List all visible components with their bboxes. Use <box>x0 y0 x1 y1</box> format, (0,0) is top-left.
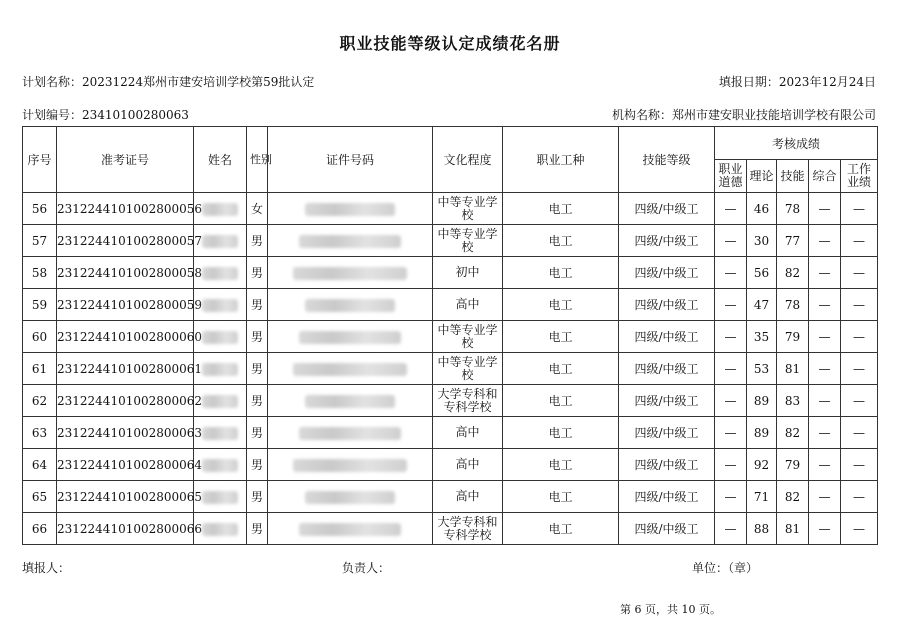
overall-cell: — <box>809 417 841 449</box>
exam-no-cell: 2312244101002800056 <box>57 193 194 225</box>
overall-cell: — <box>809 289 841 321</box>
redaction-blur <box>202 267 238 280</box>
theory-cell: 35 <box>747 321 777 353</box>
id-cell-redacted <box>268 225 433 257</box>
job-cell: 电工 <box>503 321 619 353</box>
performance-cell: — <box>841 481 878 513</box>
gender-cell: 男 <box>247 257 268 289</box>
education-cell: 中等专业学校 <box>433 353 503 385</box>
table-row <box>23 321 878 353</box>
header-exam-no: 准考证号 <box>57 127 194 193</box>
redaction-blur <box>299 331 401 344</box>
performance-cell: — <box>841 353 878 385</box>
job-cell: 电工 <box>503 193 619 225</box>
skill-cell: 82 <box>777 257 809 289</box>
performance-cell: — <box>841 513 878 545</box>
job-cell: 电工 <box>503 417 619 449</box>
gender-cell: 男 <box>247 321 268 353</box>
table-row <box>23 193 878 225</box>
performance-cell: — <box>841 225 878 257</box>
theory-cell: 88 <box>747 513 777 545</box>
redaction-blur <box>202 523 238 536</box>
table-row <box>23 449 878 481</box>
performance-cell: — <box>841 417 878 449</box>
redaction-blur <box>305 203 395 216</box>
id-cell-redacted <box>268 481 433 513</box>
performance-cell: — <box>841 385 878 417</box>
header-gender: 性别 <box>247 127 268 193</box>
ethics-cell: — <box>715 321 747 353</box>
seq-cell: 59 <box>23 289 57 321</box>
ethics-cell: — <box>715 513 747 545</box>
plan-name: 计划名称：20231224郑州市建安培训学校第59批认定 <box>22 75 315 89</box>
header-seq: 序号 <box>23 127 57 193</box>
level-cell: 四级/中级工 <box>619 225 715 257</box>
name-cell-redacted <box>194 225 247 257</box>
table-row <box>23 417 878 449</box>
id-cell-redacted <box>268 289 433 321</box>
skill-cell: 79 <box>777 321 809 353</box>
seq-cell: 56 <box>23 193 57 225</box>
ethics-cell: — <box>715 353 747 385</box>
redaction-blur <box>305 299 395 312</box>
redaction-blur <box>305 491 395 504</box>
seq-cell: 66 <box>23 513 57 545</box>
level-cell: 四级/中级工 <box>619 513 715 545</box>
seq-cell: 65 <box>23 481 57 513</box>
education-cell: 初中 <box>433 257 503 289</box>
theory-cell: 30 <box>747 225 777 257</box>
education-cell: 高中 <box>433 289 503 321</box>
exam-no-cell: 2312244101002800065 <box>57 481 194 513</box>
gender-cell: 男 <box>247 353 268 385</box>
fill-date: 填报日期：2023年12月24日 <box>718 75 876 89</box>
gender-cell: 男 <box>247 449 268 481</box>
table-row <box>23 225 878 257</box>
theory-cell: 92 <box>747 449 777 481</box>
redaction-blur <box>299 235 401 248</box>
theory-cell: 47 <box>747 289 777 321</box>
education-cell: 大学专科和专科学校 <box>433 385 503 417</box>
overall-cell: — <box>809 193 841 225</box>
name-cell-redacted <box>194 289 247 321</box>
exam-no-cell: 2312244101002800062 <box>57 385 194 417</box>
page-info: 第 6 页，共 10 页。 <box>620 603 721 616</box>
job-cell: 电工 <box>503 257 619 289</box>
skill-cell: 77 <box>777 225 809 257</box>
exam-no-cell: 2312244101002800059 <box>57 289 194 321</box>
education-cell: 高中 <box>433 417 503 449</box>
seq-cell: 61 <box>23 353 57 385</box>
name-cell-redacted <box>194 449 247 481</box>
gender-cell: 男 <box>247 385 268 417</box>
header-skill: 技能 <box>777 160 809 193</box>
theory-cell: 71 <box>747 481 777 513</box>
id-cell-redacted <box>268 257 433 289</box>
redaction-blur <box>202 235 238 248</box>
skill-cell: 81 <box>777 513 809 545</box>
id-cell-redacted <box>268 353 433 385</box>
theory-cell: 56 <box>747 257 777 289</box>
exam-no-cell: 2312244101002800064 <box>57 449 194 481</box>
gender-cell: 男 <box>247 513 268 545</box>
footer-filler: 填报人： <box>22 561 71 575</box>
table-body <box>23 193 878 545</box>
level-cell: 四级/中级工 <box>619 289 715 321</box>
header-job: 职业工种 <box>503 127 619 193</box>
redaction-blur <box>202 459 238 472</box>
education-cell: 中等专业学校 <box>433 225 503 257</box>
name-cell-redacted <box>194 353 247 385</box>
education-cell: 高中 <box>433 481 503 513</box>
redaction-blur <box>299 523 401 536</box>
header-ethics: 职业道德 <box>715 160 747 193</box>
name-cell-redacted <box>194 193 247 225</box>
level-cell: 四级/中级工 <box>619 385 715 417</box>
exam-no-cell: 2312244101002800057 <box>57 225 194 257</box>
overall-cell: — <box>809 385 841 417</box>
table-row <box>23 513 878 545</box>
overall-cell: — <box>809 257 841 289</box>
name-cell-redacted <box>194 321 247 353</box>
level-cell: 四级/中级工 <box>619 449 715 481</box>
id-cell-redacted <box>268 321 433 353</box>
header-id-no: 证件号码 <box>268 127 433 193</box>
skill-cell: 79 <box>777 449 809 481</box>
education-cell: 中等专业学校 <box>433 321 503 353</box>
redaction-blur <box>202 331 238 344</box>
performance-cell: — <box>841 257 878 289</box>
redaction-blur <box>293 363 407 376</box>
seq-cell: 63 <box>23 417 57 449</box>
exam-no-cell: 2312244101002800060 <box>57 321 194 353</box>
header-level: 技能等级 <box>619 127 715 193</box>
name-cell-redacted <box>194 417 247 449</box>
gender-cell: 女 <box>247 193 268 225</box>
name-cell-redacted <box>194 481 247 513</box>
seq-cell: 58 <box>23 257 57 289</box>
name-cell-redacted <box>194 513 247 545</box>
header-theory: 理论 <box>747 160 777 193</box>
redaction-blur <box>202 203 238 216</box>
redaction-blur <box>202 427 238 440</box>
name-cell-redacted <box>194 385 247 417</box>
job-cell: 电工 <box>503 481 619 513</box>
level-cell: 四级/中级工 <box>619 321 715 353</box>
ethics-cell: — <box>715 193 747 225</box>
redaction-blur <box>202 363 238 376</box>
education-cell: 大学专科和专科学校 <box>433 513 503 545</box>
performance-cell: — <box>841 449 878 481</box>
redaction-blur <box>293 267 407 280</box>
level-cell: 四级/中级工 <box>619 417 715 449</box>
ethics-cell: — <box>715 417 747 449</box>
id-cell-redacted <box>268 513 433 545</box>
ethics-cell: — <box>715 449 747 481</box>
redaction-blur <box>202 491 238 504</box>
ethics-cell: — <box>715 481 747 513</box>
redaction-blur <box>202 299 238 312</box>
footer-responsible: 负责人： <box>342 561 391 575</box>
table-row <box>23 257 878 289</box>
org-name: 机构名称：郑州市建安职业技能培训学校有限公司 <box>611 108 876 122</box>
ethics-cell: — <box>715 385 747 417</box>
seq-cell: 64 <box>23 449 57 481</box>
id-cell-redacted <box>268 193 433 225</box>
exam-no-cell: 2312244101002800061 <box>57 353 194 385</box>
redaction-blur <box>202 395 238 408</box>
education-cell: 高中 <box>433 449 503 481</box>
skill-cell: 78 <box>777 193 809 225</box>
level-cell: 四级/中级工 <box>619 193 715 225</box>
header-overall: 综合 <box>809 160 841 193</box>
skill-cell: 82 <box>777 417 809 449</box>
header-name: 姓名 <box>194 127 247 193</box>
education-cell: 中等专业学校 <box>433 193 503 225</box>
job-cell: 电工 <box>503 513 619 545</box>
performance-cell: — <box>841 193 878 225</box>
theory-cell: 89 <box>747 385 777 417</box>
performance-cell: — <box>841 289 878 321</box>
gender-cell: 男 <box>247 289 268 321</box>
skill-cell: 81 <box>777 353 809 385</box>
theory-cell: 53 <box>747 353 777 385</box>
job-cell: 电工 <box>503 353 619 385</box>
gender-cell: 男 <box>247 225 268 257</box>
seq-cell: 57 <box>23 225 57 257</box>
footer-unit: 单位：（章） <box>692 561 759 575</box>
header-performance: 工作业绩 <box>841 160 878 193</box>
overall-cell: — <box>809 225 841 257</box>
seq-cell: 62 <box>23 385 57 417</box>
header-education: 文化程度 <box>433 127 503 193</box>
score-roster-table <box>22 126 878 545</box>
exam-no-cell: 2312244101002800066 <box>57 513 194 545</box>
gender-cell: 男 <box>247 481 268 513</box>
overall-cell: — <box>809 481 841 513</box>
header-scores: 考核成绩 <box>715 127 878 160</box>
table-row <box>23 353 878 385</box>
skill-cell: 82 <box>777 481 809 513</box>
level-cell: 四级/中级工 <box>619 353 715 385</box>
document-title: 职业技能等级认定成绩花名册 <box>339 34 561 53</box>
redaction-blur <box>293 459 407 472</box>
overall-cell: — <box>809 353 841 385</box>
redaction-blur <box>299 427 401 440</box>
level-cell: 四级/中级工 <box>619 481 715 513</box>
exam-no-cell: 2312244101002800063 <box>57 417 194 449</box>
table-row <box>23 289 878 321</box>
overall-cell: — <box>809 513 841 545</box>
ethics-cell: — <box>715 257 747 289</box>
redaction-blur <box>305 395 395 408</box>
job-cell: 电工 <box>503 385 619 417</box>
id-cell-redacted <box>268 385 433 417</box>
level-cell: 四级/中级工 <box>619 257 715 289</box>
overall-cell: — <box>809 321 841 353</box>
exam-no-cell: 2312244101002800058 <box>57 257 194 289</box>
id-cell-redacted <box>268 417 433 449</box>
ethics-cell: — <box>715 225 747 257</box>
job-cell: 电工 <box>503 289 619 321</box>
overall-cell: — <box>809 449 841 481</box>
job-cell: 电工 <box>503 225 619 257</box>
skill-cell: 78 <box>777 289 809 321</box>
plan-number: 计划编号：23410100280063 <box>22 108 189 122</box>
theory-cell: 89 <box>747 417 777 449</box>
skill-cell: 83 <box>777 385 809 417</box>
job-cell: 电工 <box>503 449 619 481</box>
table-row <box>23 481 878 513</box>
name-cell-redacted <box>194 257 247 289</box>
seq-cell: 60 <box>23 321 57 353</box>
gender-cell: 男 <box>247 417 268 449</box>
id-cell-redacted <box>268 449 433 481</box>
table-row <box>23 385 878 417</box>
performance-cell: — <box>841 321 878 353</box>
ethics-cell: — <box>715 289 747 321</box>
theory-cell: 46 <box>747 193 777 225</box>
